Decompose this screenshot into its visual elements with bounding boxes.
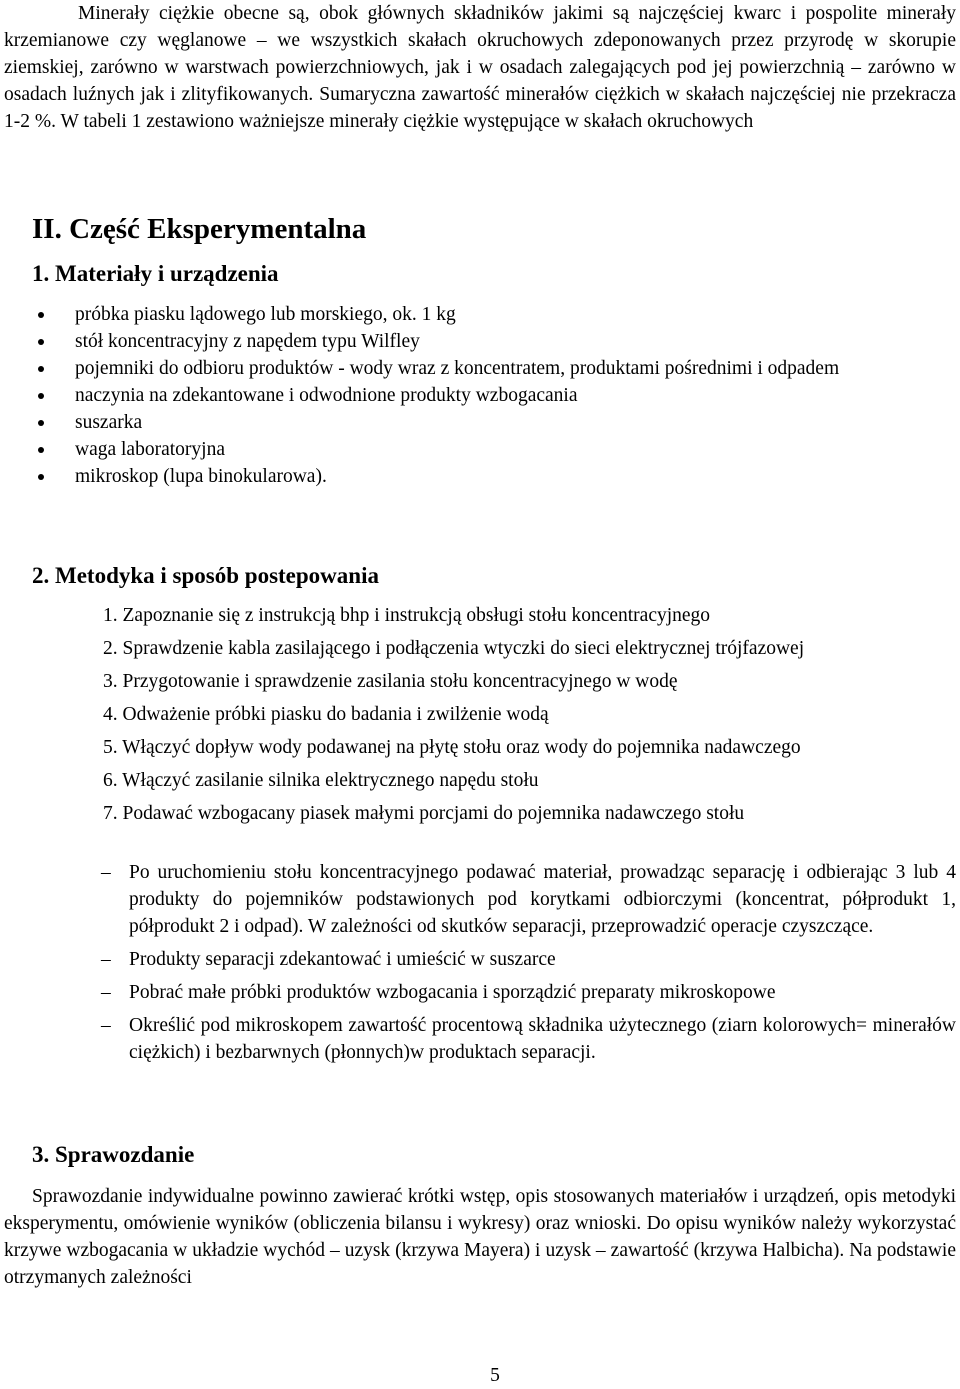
list-item: pojemniki do odbioru produktów - wody wraz z koncentratem, produktami pośrednimi i odpadem — [0, 355, 956, 382]
method-steps — [0, 600, 956, 831]
dash-marker: – — [101, 949, 111, 970]
intro-paragraph: Minerały ciężkie obecne są, obok głównych składników jakimi są najczęściej kwarc i pospolite minerały krzemianowe czy węglanowe – we wszystkich skałach okruchowych zdeponowanych przez przyrodę w skorupie ziemskiej, zarówno w warstwach powierzchniowych, jak i w osadach zalegających pod jej powierzchnią – zarówno w osadach luźnych jak i zlityfikowanych. Sumaryczna zawartość minerałów ciężkich w skałach najczęściej nie przekracza 1-2 %. W tabeli 1 zestawiono ważniejsze minerały ciężkie występujące w skałach okruchowych — [4, 3, 956, 132]
section-title: II. Część Eksperymentalna — [32, 213, 367, 245]
list-item: suszarka — [0, 409, 956, 436]
list-item: waga laboratoryjna — [0, 436, 956, 463]
bullet-icon — [38, 420, 44, 426]
bullet-icon — [38, 312, 44, 318]
bullet-icon — [38, 339, 44, 345]
materials-list — [0, 301, 956, 490]
bullet-icon — [38, 447, 44, 453]
dash-marker: – — [101, 1015, 111, 1036]
dash-marker: – — [101, 982, 111, 1003]
report-heading: 3. Sprawozdanie — [32, 1142, 195, 1167]
list-item: próbka piasku lądowego lub morskiego, ok. 1 kg — [0, 301, 956, 328]
dash-marker: – — [101, 862, 111, 883]
list-item: – Określić pod mikroskopem zawartość procentową składnika użytecznego (ziarn kolorowych= minerałów ciężkich) i bezbarwnych (płonnych)w produktach separacji. — [0, 1012, 956, 1066]
page-number: 5 — [490, 1365, 500, 1386]
bullet-icon — [38, 474, 44, 480]
list-item: mikroskop (lupa binokularowa). — [0, 463, 956, 490]
step-item: 3. Przygotowanie i sprawdzenie zasilania stołu koncentracyjnego w wodę — [103, 671, 678, 692]
bullet-icon — [38, 366, 44, 372]
method-heading: 2. Metodyka i sposób postepowania — [32, 563, 379, 588]
step-item: 5. Włączyć dopływ wody podawanej na płytę stołu oraz wody do pojemnika nadawczego — [103, 737, 801, 758]
report-paragraph: Sprawozdanie indywidualne powinno zawierać krótki wstęp, opis stosowanych materiałów i urządzeń, opis metodyki eksperymentu, omówienie wyników (obliczenia bilansu i wykresy) oraz wnioski. Do opisu wyników należy wykorzystać krzywe wzbogacania w układzie wychód – uzysk (krzywa Mayera) i uzysk – zawartość (krzywa Halbicha). Na podstawie otrzymanych zależności — [4, 1186, 956, 1288]
step-item: 2. Sprawdzenie kabla zasilającego i podłączenia wtyczki do sieci elektrycznej trójfazowej — [103, 638, 805, 659]
materials-heading: 1. Materiały i urządzenia — [32, 261, 279, 286]
bullet-icon — [38, 393, 44, 399]
list-item: – Produkty separacji zdekantować i umieścić w suszarce — [0, 946, 956, 973]
procedure-list — [0, 859, 956, 1072]
list-item: naczynia na zdekantowane i odwodnione produkty wzbogacania — [0, 382, 956, 409]
step-item: 1. Zapoznanie się z instrukcją bhp i instrukcją obsługi stołu koncentracyjnego — [103, 605, 711, 626]
list-item: – Pobrać małe próbki produktów wzbogacania i sporządzić preparaty mikroskopowe — [0, 979, 956, 1006]
step-item: 7. Podawać wzbogacany piasek małymi porcjami do pojemnika nadawczego stołu — [103, 803, 745, 824]
step-item: 6. Włączyć zasilanie silnika elektrycznego napędu stołu — [103, 770, 539, 791]
list-item: stół koncentracyjny z napędem typu Wilfley — [0, 328, 956, 355]
step-item: 4. Odważenie próbki piasku do badania i zwilżenie wodą — [103, 704, 549, 725]
list-item: – Po uruchomieniu stołu koncentracyjnego podawać materiał, prowadząc separację i odbierając 3 lub 4 produkty do pojemników podstawionych pod korytkami odbiorczymi (koncentrat, półprodukt 1, półprodukt 2 i odpad). W zależności od skutków separacji, przeprowadzić operacje czyszczące. — [0, 859, 956, 940]
